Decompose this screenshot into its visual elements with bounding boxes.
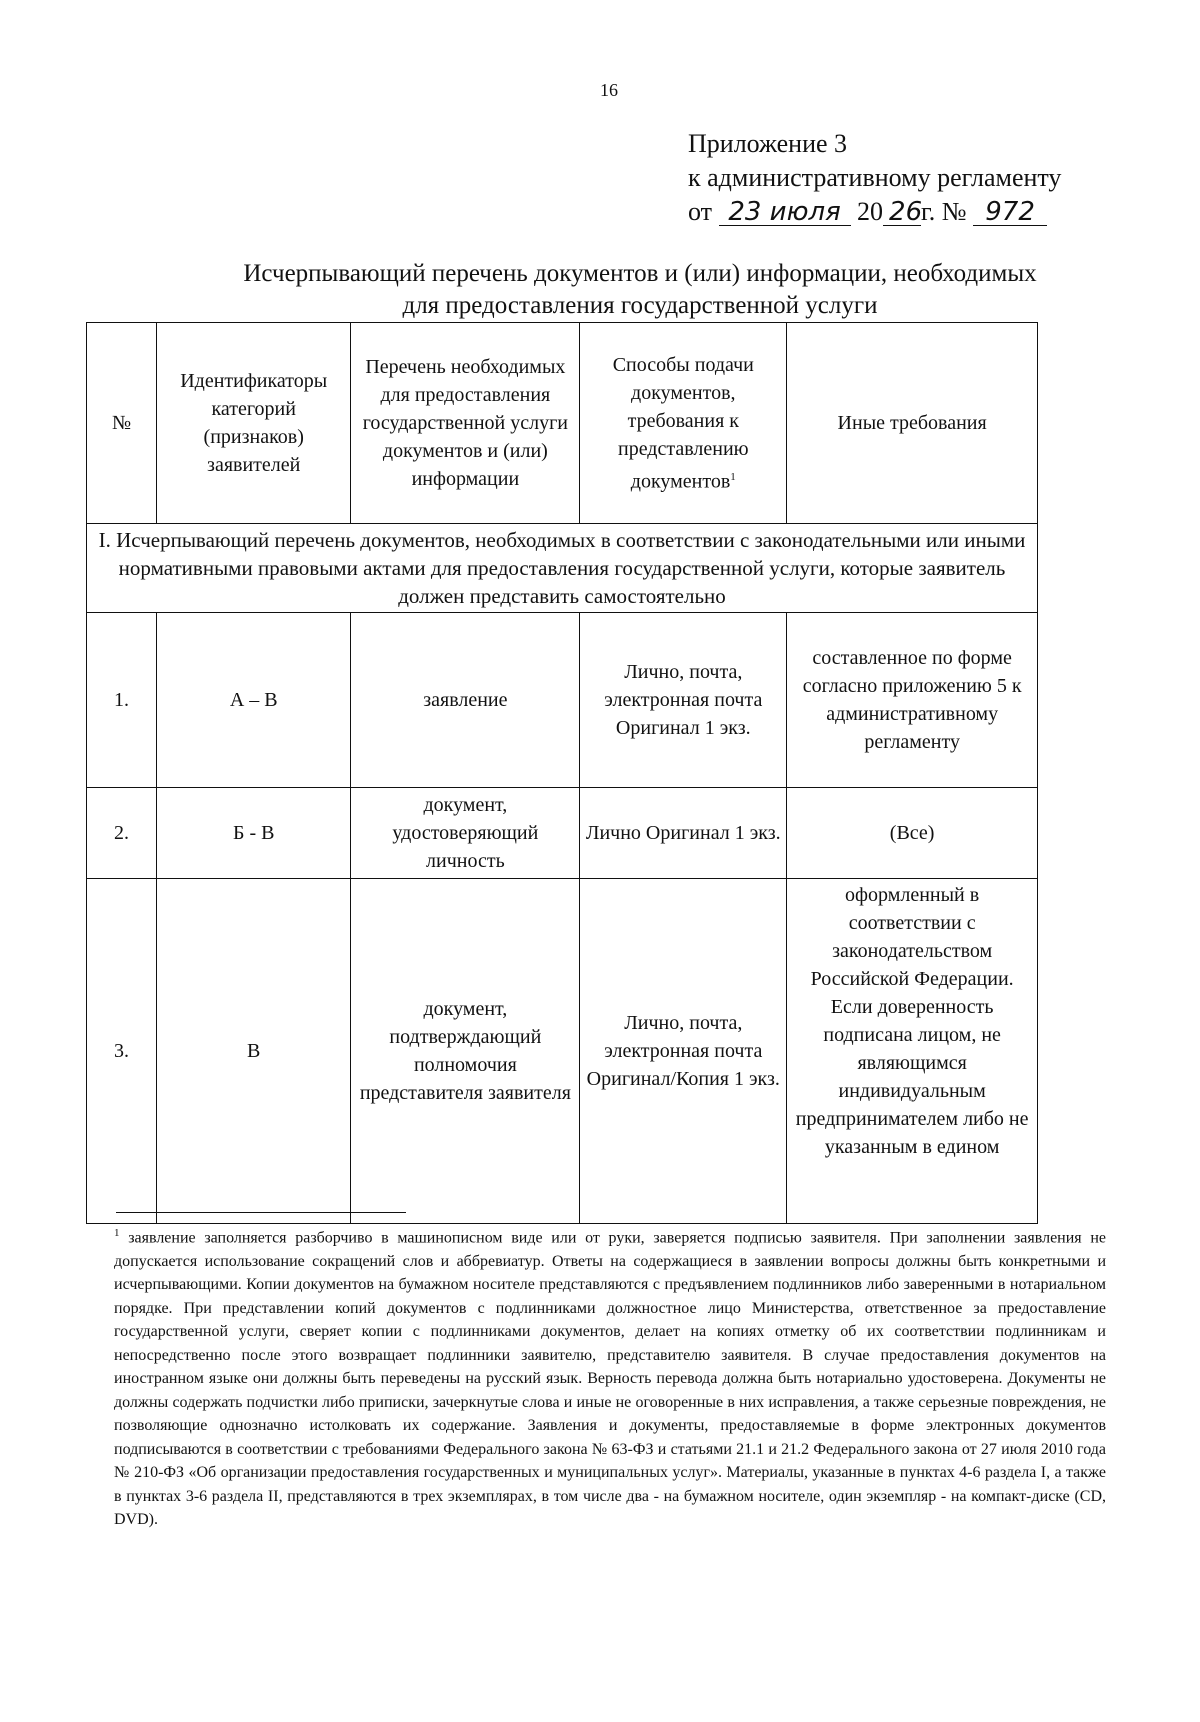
year-prefix: 20: [857, 197, 884, 226]
table-row: [87, 613, 1038, 788]
footnote-text: заявление заполняется разборчиво в машинописном виде или от руки, заверяется подписью заявителя. При заполнении заявления не допускается использование сокращений слов и аббревиатур. Ответы на содержащиеся в заявлении вопросы должны быть конкретными и исчерпывающими. Копии документов на бумажном носителе представляются с предъявлением подлинников либо заверенными в нотариальном порядке. При представлении копий документов с подлинниками должностное лицо Министерства, ответственное за предоставление государственной услуги, сверяет копии с подлинниками документов, делает на копиях отметку об их соответствии подлинникам и непосредственно после этого возвращает подлинники заявителю, представителю заявителя. В случае предоставления документов на иностранном языке они должны быть переведены на русский язык. Верность перевода должна быть нотариально удостоверена. Документы не должны содержать подчистки либо приписки, зачеркнутые слова и иные не оговоренные в них исправления, а также серьезные повреждения, не позволяющие однозначно истолковать их содержание. Заявления и документы, предоставляемые в форме электронных документов подписываются в соответствии с требованиями Федерального закона № 63-ФЗ и статьями 21.1 и 21.2 Федерального закона от 27 июля 2010 года № 210-ФЗ «Об организации предоставления государственных и муниципальных услуг». Материалы, указанные в пунктах 4-6 раздела I, а также в пунктах 3-6 раздела II, представляются в трех экземплярах, в том числе два - на бумажном носителе, один экземпляр - на компакт-диске (CD, DVD).: [114, 1229, 1106, 1529]
row-other: оформленный в соответствии с законодательством Российской Федерации. Если доверенность подписана лицом, не являющимся индивидуальным предпринимателем либо не указанным в едином: [787, 879, 1038, 1224]
header-submission-methods-text: Способы подачи документов, требования к представлению документов: [612, 353, 754, 493]
document-title-line-1: Исчерпывающий перечень документов и (или) информации, необходимых: [243, 260, 1037, 287]
appendix-subtitle: к административному регламенту: [688, 163, 1062, 192]
row-document: заявление: [351, 613, 580, 788]
row-submission: Лично, почта, электронная почта Оригинал/Копия 1 экз.: [580, 879, 787, 1224]
header-number: №: [87, 323, 157, 524]
table-row: [87, 879, 1038, 1224]
table-header-row: [87, 323, 1038, 524]
header-submission-methods: [580, 323, 787, 524]
section-row: [87, 524, 1038, 613]
handwritten-number: 972: [973, 199, 1047, 226]
documents-table: [86, 322, 1038, 1224]
row-document: документ, удостоверяющий личность: [351, 788, 580, 879]
row-number: 1.: [87, 613, 157, 788]
row-applicant-ids: Б - В: [157, 788, 351, 879]
row-number: 2.: [87, 788, 157, 879]
handwritten-date: 23 июля: [719, 199, 851, 226]
table-row: [87, 788, 1038, 879]
header-applicant-ids: Идентификаторы категорий (признаков) заявителей: [157, 323, 351, 524]
year-suffix: г. №: [921, 197, 967, 226]
appendix-date-line: [688, 195, 1061, 229]
row-other: (Все): [787, 788, 1038, 879]
row-applicant-ids: В: [157, 879, 351, 1224]
section-heading: I. Исчерпывающий перечень документов, необходимых в соответствии с законодательными или иными нормативными правовыми актами для предоставления государственной услуги, которые заявитель должен представить самостоятельно: [87, 524, 1038, 613]
appendix-header: [688, 127, 1061, 229]
row-document: документ, подтверждающий полномочия представителя заявителя: [351, 879, 580, 1224]
row-applicant-ids: А – В: [157, 613, 351, 788]
appendix-title: Приложение 3: [688, 129, 848, 158]
row-number: 3.: [87, 879, 157, 1224]
footnote-ref: 1: [730, 470, 736, 483]
footnote-marker: 1: [114, 1227, 120, 1239]
document-title-line-2: для предоставления государственной услуги: [402, 292, 878, 319]
from-label: от: [688, 197, 713, 226]
handwritten-year: 26: [883, 199, 921, 226]
row-other: составленное по форме согласно приложению 5 к административному регламенту: [787, 613, 1038, 788]
row-submission: Лично Оригинал 1 экз.: [580, 788, 787, 879]
row-submission: Лично, почта, электронная почта Оригинал 1 экз.: [580, 613, 787, 788]
footnote-divider: [116, 1212, 406, 1213]
page-number: 16: [600, 80, 618, 100]
footnote: [114, 1222, 1106, 1532]
header-other-requirements: Иные требования: [787, 323, 1038, 524]
document-title: [150, 258, 1130, 322]
header-documents-list: Перечень необходимых для предоставления государственной услуги документов и (или) информации: [351, 323, 580, 524]
